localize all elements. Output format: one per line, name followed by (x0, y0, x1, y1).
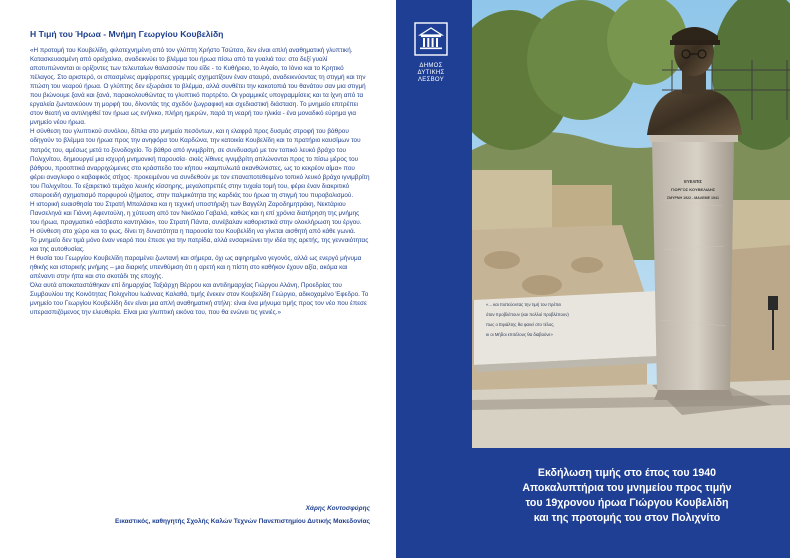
pedestal-title-line: ΕΥΕΛΠΙΣ (684, 179, 702, 184)
signature-name: Χάρης Κοντοσφύρης (305, 505, 370, 512)
article-paragraph: Η ιστορική ευαισθησία του Στρατή Μπαλάσκα και η τεχνική υποστήριξη των Βαγγέλη Ζαροδημητράκη, Νεκτάριου Πανσεληνά και Γιάννη Αφεντούλη, η χύτευση από τον Νικόλαο Γαβαλά, καθώς και η επί χρόνια διατήρηση της μνήμης του ήρωα, πραγματικό «άσβεστο καντηλάκι», του Στρατή Πάντα, συνέβαλαν καθοριστικά στην ολοκλήρωση του έργου. (30, 200, 362, 226)
municipality-logo (406, 22, 456, 84)
pedestal-title-line: ΣΜΥΡΝΗ 1922 - ΜΑΛΕΜΕ 1941 (666, 196, 720, 200)
article-title: Η Τιμή του Ήρωα - Μνήμη Γεωργίου Κουβελίδη (30, 29, 224, 39)
monument-photo-art (472, 0, 790, 448)
logo-line: ΔΗΜΟΣ (419, 63, 443, 69)
plaque-line: όταν προβλέπουν (και πολλοί προβλέπουν) (486, 312, 569, 317)
signature (115, 502, 370, 528)
pedestal-title-line: ΓΙΩΡΓΟΣ ΚΟΥΒΕΛΙΔΗΣ (670, 187, 716, 192)
article-paragraph: «Η προτομή του Κουβελίδη, φιλοτεχνημένη από τον γλύπτη Χρήστο Τσώτσο, δεν είναι απλή αναθηματική γλυπτική. Κατασκευασμένη από ορείχαλκο, αναδεικνύει το βλέμμα του ήρωα πίσω από τα γυαλιά του: στο δεξί γυαλί αποτυπώνονται οι ορίζοντες των τελευταίων θαλασσών που είδε - το Κυθήρειο, το Αιγαίο, το Ιόνιο και το Κρητικό πέλαγος. Στο αριστερό, οι σπασμένες αμφίρροπες γραμμές σχηματίζουν έναν σταυρό, αναδεικνύοντας τη στιγμή και την πτώση του νεαρού ήρωα. Ο γλύπτης δεν εξωράισε το βλέμμα, αλλά συνθέτει την κακοτοπιά του θανάτου σαν μια στιγμή που βιώνουμε ξανά και ξανά, παρακολουθώντας το γλυπτικό πορτρέτο. Οι γραμμικές υπογραμμίσεις και τα ίχνη από τα εργαλεία ζωντανεύουν τη μορφή του, δίνοντάς της σχεδόν ζωγραφική και σχεδιαστική διάσταση. Το μνημείο επιτρέπει στον θεατή να αντιληφθεί τον ήρωα ως ενήλικο, πλήρη ημερών, παρά τη νεαρή του ηλικία - ένα μοναδικό εύρημα για μνημείο νέου ήρωα. (30, 47, 366, 127)
monument-photo (472, 0, 790, 448)
logo-line: ΛΕΣΒΟΥ (418, 77, 444, 83)
caption-line: Αποκαλυπτήρια του μνημείου προς τιμήν (522, 482, 732, 494)
caption-line: του 19χρονου ήρωα Γιώργου Κουβελίδη (525, 497, 729, 509)
article-paragraph: Η σύνθεση στο χώρο και το φως, δίνει τη δυνατότητα η παρουσία του Κουβελίδη να γίνεται αισθητή από κάθε γωνιά. (30, 227, 356, 235)
signature-role: Εικαστικός, καθηγητής Σχολής Καλών Τεχνών Πανεπιστημίου Δυτικής Μακεδονίας (115, 518, 370, 525)
caption-line: Εκδήλωση τιμής στο έπος του 1940 (537, 467, 717, 479)
article-body (30, 46, 370, 317)
article-paragraph: Η σύνθεση του γλυπτικού συνόλου, δίπλα στο μνημείο πεσόντων, και η ελαφρά προς δυσμάς στροφή του βάθρου οδηγούν το βλέμμα του ήρωα προς την ανηφόρα του Καρδώνα, την κατοικία Κουβελίδη και το πρατήριο καυσίμων του πατρός του, αμέσως μετά το ξενοδοχείο. Το βάθρο από ιγνιμβρίτη, σε συνδυασμό με τον τοπικό λευκό βράχο του Πολιχνίτου, δημιουργεί μια ισχυρή μνημονική παρουσία· σκιές λίθινες ιγνιμβρίτη απλώνονται προς το πίσω μέρος του βάθρου, προοπτικά αναρριχώμενες στο κράσπεδο του κήπου «καμπυλωτά ακανθώνιστες, ως το κεκρέον αίμα» που φέρει αναγλυφο ο καβαφικός στίχος· προκειμένου να συνδεθούν με τον επαναποτεθειμένο τοπικό λευκό βράχο ιγνιμβρίτη του Πολιχνίτου. Το εξαιρετικό τεμάχιο λευκής κίσσηρης, μεγαλοπρεπές στην τυχαία τομή του, φέρει έναν διακριτικό σπειροειδή σχηματισμό πορφυρού ιζήματος, στην παλμικότητα της καρδιάς του ήρωα τη στιγμή του πυροβολισμού. (30, 128, 370, 199)
plaque-line: «... και πιστεύοντας την τιμή του πρέπει (486, 302, 562, 307)
temple-icon (414, 22, 448, 56)
caption-line: και της προτομής του στον Πολιχνίτο (533, 512, 721, 524)
plaque-line: κι οι Μήδοι επιτέλους θα διαβούνε» (486, 332, 553, 337)
article-paragraph: Το μνημείο δεν τιμά μόνο έναν νεαρό που έπεσε για την πατρίδα, αλλά ενσαρκώνει την ιδέα της αρετής, της γενναιότητας και της αυτοθυσίας. (30, 236, 369, 254)
event-caption (472, 466, 782, 526)
plaque-line: πως ο Εφιάλτης θα φανεί στο τέλος, (486, 322, 555, 327)
logo-line: ΔΥΤΙΚΗΣ (417, 70, 445, 76)
article-paragraph: Όλα αυτά αποκαταστάθηκαν επί δημαρχίας Ταξιάρχη Βέρρου και αντιδημαρχίας Γιώργου Αλάνη, Προεδρίας του Συμβουλίου της Κοινότητας Πολιχνίτου Ιωάννας Καλαθά, τιμής ένεκεν στον Κουβελίδη Γεώργιο, αδικοχαμένο Έφεδρο. Το μνημείο του Γεωργίου Κουβελίδη δεν είναι μια απλή αναθηματική στήλη: είναι ένα μήνυμα τιμής προς τον νέο που έπεσε υπερασπιζόμενος την ελευθερία. Είναι μια γλυπτική εικόνα του, που θα ενώνει τις γενιές.» (30, 282, 369, 317)
article-paragraph: Η θυσία του Γεωργίου Κουβελίδη παραμένει ζωντανή και σήμερα, όχι ως αφηρημένο γεγονός, αλλά ως ενεργό μήνυμα ηθικής και ιστορικής μνήμης – μια διαρκής υπενθύμιση ότι η αρετή και η πίστη στο καθήκον έχουν αξία, ακόμα και απέναντι στην ήττα και στο σκοτάδι της εποχής. (30, 255, 362, 281)
